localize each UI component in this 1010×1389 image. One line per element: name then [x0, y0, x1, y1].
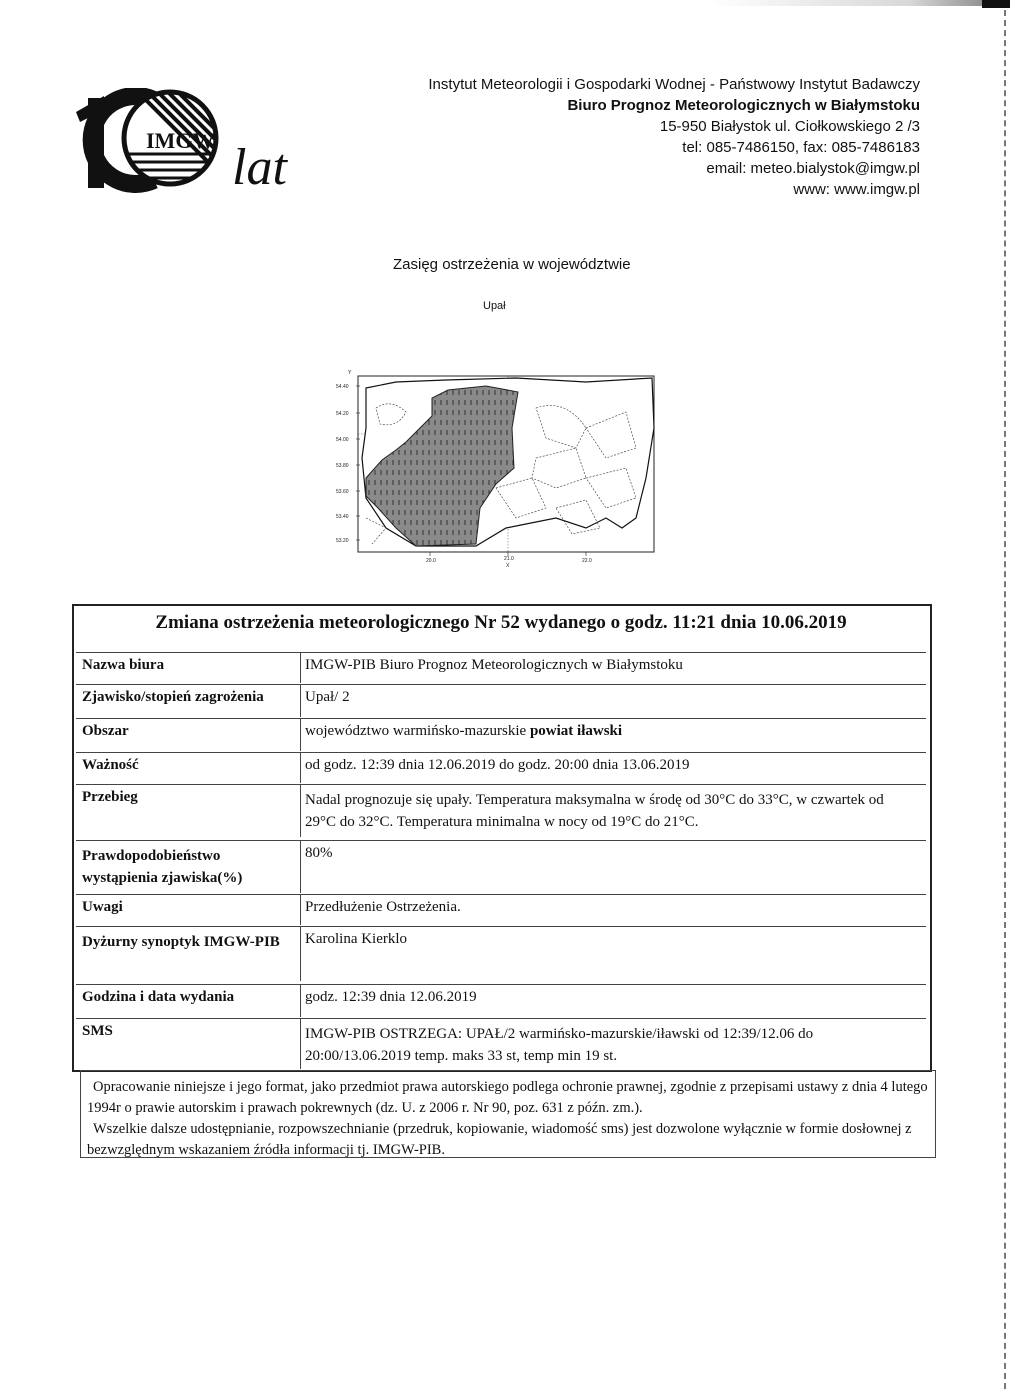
table-row-sms [76, 1018, 926, 1069]
map-x-tick: 21.0 [504, 556, 514, 562]
row-label: Obszar [82, 723, 129, 739]
row-label: Ważność [82, 757, 139, 773]
map-y-tick: 53.40 [336, 514, 349, 520]
map-y-axis-label: Y [348, 370, 352, 376]
table-row-course [76, 784, 926, 837]
map-title: Zasięg ostrzeżenia w województwie [393, 256, 631, 273]
institute-name: Instytut Meteorologii i Gospodarki Wodnej - Państwowy Instytut Badawczy [428, 76, 920, 93]
row-label: Przebieg [82, 789, 138, 805]
row-label: Nazwa biura [82, 657, 165, 673]
office-www: www: www.imgw.pl [793, 181, 920, 198]
table-row-issued [76, 984, 926, 1017]
row-value: godz. 12:39 dnia 12.06.2019 [300, 985, 922, 1017]
map-y-tick: 54.00 [336, 437, 349, 443]
logo-lat-text: lat [232, 139, 287, 196]
table-row-area [76, 718, 926, 751]
row-label: Godzina i data wydania [82, 989, 235, 1005]
table-row-probability [76, 840, 926, 893]
row-value: Przedłużenie Ostrzeżenia. [300, 895, 922, 925]
row-label: Zjawisko/stopień zagrożenia [82, 689, 264, 705]
copyright-line-1: Opracowanie niniejsze i jego format, jako przedmiot prawa autorskiego podlega ochronie prawnej, zgodnie z przepisami ustawy z dnia 4 lutego 1994r o prawie autorskim i prawach pokrewnych (dz. U. z 2006 r. Nr 90, poz. 631 z późn. zm.). [87, 1079, 928, 1116]
table-row-phenomenon [76, 684, 926, 717]
map-y-tick: 54.20 [336, 411, 349, 417]
institute-header [428, 74, 920, 200]
scan-edge-right [1004, 0, 1010, 1389]
row-value: Upał/ 2 [300, 685, 922, 717]
warning-area-map [336, 368, 666, 568]
map-subtitle: Upał [483, 300, 506, 312]
row-value: 80% [300, 841, 922, 893]
row-value: Karolina Kierklo [300, 927, 922, 981]
office-address: 15-950 Białystok ul. Ciołkowskiego 2 /3 [659, 118, 920, 135]
map-x-tick: 22.0 [582, 558, 592, 564]
scan-corner-mark [982, 0, 1010, 8]
map-y-tick: 53.80 [336, 463, 349, 469]
map-y-tick: 53.20 [336, 538, 349, 544]
imgw-100-lat-logo [74, 88, 314, 198]
table-row-validity [76, 752, 926, 783]
row-label: Prawdopodobieństwo wystąpienia zjawiska(%) [82, 848, 243, 886]
area-county: powiat iławski [529, 723, 623, 739]
scan-edge [0, 0, 1010, 6]
row-value: IMGW-PIB Biuro Prognoz Meteorologicznych w Białymstoku [300, 653, 922, 683]
row-value: Nadal prognozuje się upały. Temperatura maksymalna w środę od 30°C do 33°C, w czwartek od 29°C do 32°C. Temperatura minimalna w nocy od 19°C do 21°C. [300, 785, 922, 837]
logo-emblem-text: IMGW [146, 128, 215, 153]
row-label: SMS [82, 1023, 113, 1039]
table-row-remarks [76, 894, 926, 925]
map-x-tick: 20.0 [426, 558, 436, 564]
row-value: od godz. 12:39 dnia 12.06.2019 do godz. 20:00 dnia 13.06.2019 [300, 753, 922, 783]
map-y-tick: 54.40 [336, 384, 349, 390]
row-value: IMGW-PIB OSTRZEGA: UPAŁ/2 warmińsko-mazurskie/iławski od 12:39/12.06 do 20:00/13.06.2019 temp. maks 33 st, temp min 19 st. [300, 1019, 922, 1069]
area-voivodeship: województwo warmińsko-mazurskie [305, 723, 527, 739]
map-x-axis-label: X [506, 563, 510, 568]
row-value [300, 719, 922, 751]
warning-title: Zmiana ostrzeżenia meteorologicznego Nr 52 wydanego o godz. 11:21 dnia 10.06.2019 [155, 612, 847, 633]
office-name: Biuro Prognoz Meteorologicznych w Białymstoku [567, 97, 920, 114]
row-label: Uwagi [82, 899, 123, 915]
table-row-office [76, 652, 926, 683]
map-y-tick: 53.60 [336, 489, 349, 495]
office-phone: tel: 085-7486150, fax: 085-7486183 [682, 139, 920, 156]
copyright-line-2: Wszelkie dalsze udostępnianie, rozpowszechnianie (przedruk, kopiowanie, wiadomość sms) jest dozwolone wyłącznie w formie dosłownej z bezwzględnym wskazaniem źródła informacji tj. IMGW-PIB. [87, 1121, 912, 1158]
office-email: email: meteo.bialystok@imgw.pl [706, 160, 920, 177]
table-row-forecaster [76, 926, 926, 981]
row-label: Dyżurny synoptyk IMGW-PIB [82, 934, 280, 950]
copyright-notice [80, 1070, 936, 1158]
